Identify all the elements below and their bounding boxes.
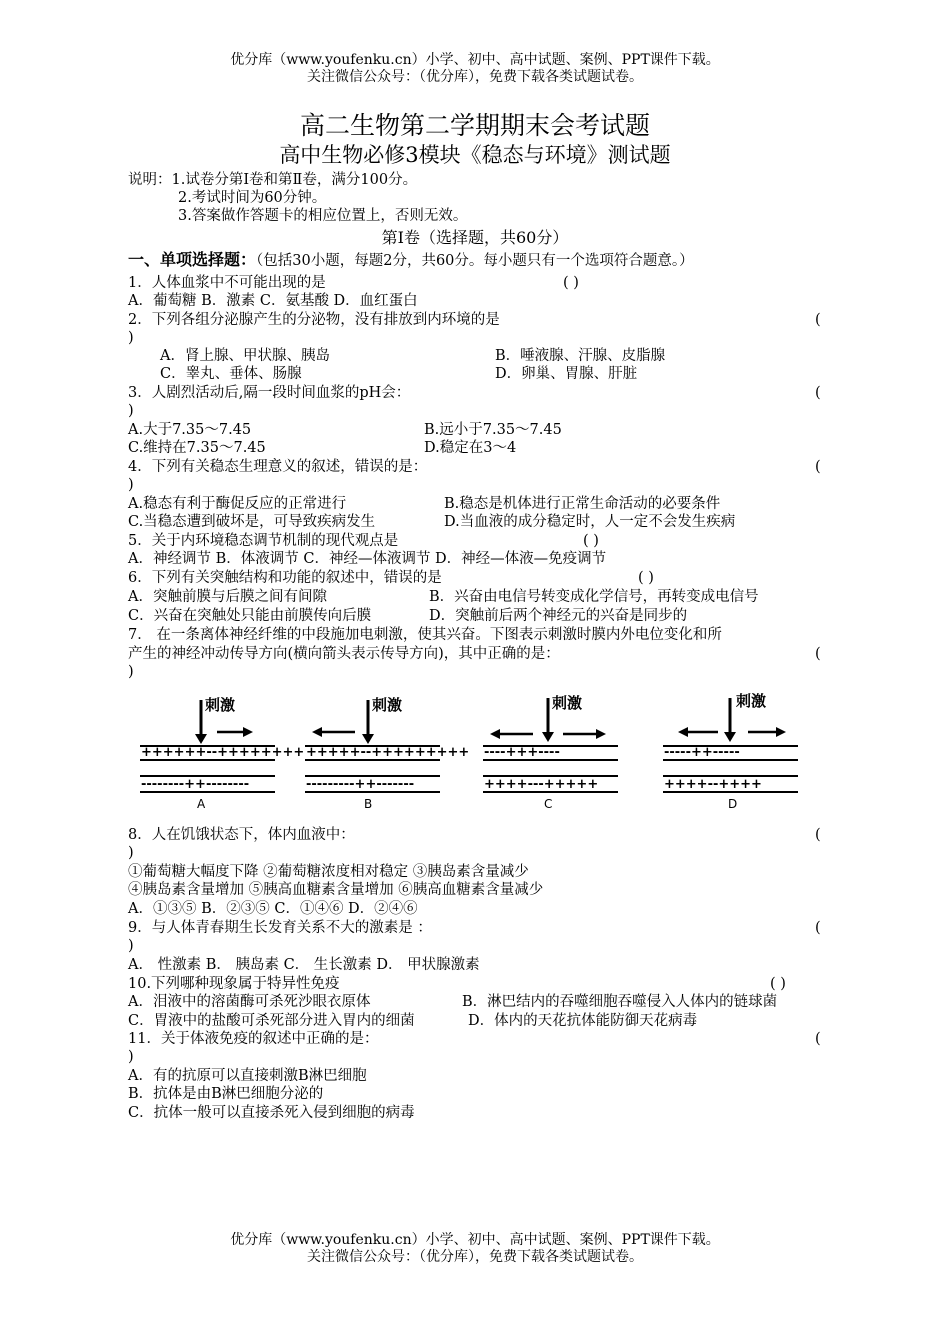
q2-paren-close: ) [128, 330, 134, 346]
figure-panel-b [300, 692, 470, 812]
q10-option-b: B．淋巴结内的吞噬细胞吞噬侵入人体内的链球菌 [462, 994, 778, 1010]
outer-charge-text: ++++++--++++++++ [141, 745, 305, 760]
q11-paren-open: ( [815, 1031, 821, 1047]
q10-option-c: C．胃液中的盐酸可杀死部分进入胃内的细菌 [128, 1013, 415, 1029]
panel-label: D [728, 797, 738, 811]
q10-stem: 10.下列哪种现象属于特异性免疫 [128, 976, 340, 992]
section-desc: （包括30小题，每题2分，共60分。每小题只有一个选项符合题意。） [256, 253, 694, 269]
q6-option-a: A．突触前膜与后膜之间有间隙 [128, 589, 327, 605]
outer-charge-text: ----+++---- [484, 745, 560, 760]
exam-title: 高二生物第二学期期末会考试题 [299, 111, 650, 140]
site-footer-line2: 关注微信公众号：（优分库），免费下载各类试题试卷。 [307, 1249, 643, 1265]
q8-options: A．①③⑤ B．②③⑤ C．①④⑥ D．②④⑥ [128, 901, 418, 917]
part1-title: 第Ⅰ卷（选择题，共60分） [381, 228, 569, 247]
q4-stem: 4．下列有关稳态生理意义的叙述，错误的是： [128, 459, 428, 475]
q11-option-a: A．有的抗原可以直接刺激B淋巴细胞 [128, 1068, 367, 1084]
q1-stem: 1．人体血浆中不可能出现的是 [128, 275, 326, 291]
q3-stem: 3．人剧烈活动后,隔一段时间血浆的pH会： [128, 385, 411, 401]
note-2: 2.考试时间为60分钟。 [178, 190, 327, 206]
panel-label: B [364, 797, 373, 811]
stimulus-label: 刺激 [205, 696, 236, 714]
inner-charge-text: ++++---+++++ [484, 777, 599, 792]
stimulus-label: 刺激 [372, 696, 403, 714]
q6-option-d: D．突触前后两个神经元的兴奋是同步的 [429, 608, 688, 624]
q8-paren-open: ( [815, 827, 821, 843]
q5-stem: 5．关于内环境稳态调节机制的现代观点是 [128, 533, 399, 549]
q2-paren-open: ( [815, 312, 821, 328]
note-1: 说明：1.试卷分第Ⅰ卷和第Ⅱ卷，满分100分。 [128, 172, 418, 188]
note-3: 3.答案做作答题卡的相应位置上，否则无效。 [178, 208, 468, 224]
q7-paren-open: ( [815, 646, 821, 662]
q3-option-b: B.远小于7.35～7.45 [424, 422, 562, 438]
inner-charge-text: ---------++------- [306, 777, 415, 792]
inner-charge-text: --------++-------- [141, 777, 250, 792]
q2-option-a: A．肾上腺、甲状腺、胰岛 [160, 348, 330, 364]
q7-paren-close: ) [128, 664, 134, 680]
q3-option-c: C.维持在7.35～7.45 [128, 440, 266, 456]
section-heading [128, 250, 694, 270]
q8-statements-1: ①葡萄糖大幅度下降 ②葡萄糖浓度相对稳定 ③胰岛素含量减少 [128, 864, 529, 880]
q9-paren-close: ) [128, 938, 134, 954]
q6-option-b: B．兴奋由电信号转变成化学信号，再转变成电信号 [429, 589, 759, 605]
q3-paren-open: ( [815, 385, 821, 401]
q11-paren-close: ) [128, 1049, 134, 1065]
site-header-line1: 优分库（www.youfenku.cn）小学、初中、高中试题、案例、PPT课件下载。 [230, 52, 720, 68]
q4-option-a: A.稳态有利于酶促反应的正常进行 [128, 496, 347, 512]
panel-label: A [197, 797, 206, 811]
q10-answer-paren: ( ) [770, 976, 786, 992]
q2-option-c: C．睾丸、垂体、肠腺 [160, 366, 302, 382]
q5-options: A．神经调节 B．体液调节 C．神经—体液调节 D．神经—体液—免疫调节 [128, 551, 607, 567]
figure-panel-a [135, 692, 305, 812]
exam-subtitle: 高中生物必修3模块《稳态与环境》测试题 [279, 143, 671, 167]
q8-stem: 8．人在饥饿状态下，体内血液中： [128, 827, 355, 843]
q3-option-d: D.稳定在3～4 [424, 440, 517, 456]
q1-answer-paren: ( ) [563, 275, 579, 291]
q3-option-a: A.大于7.35～7.45 [128, 422, 252, 438]
q5-answer-paren: ( ) [583, 533, 599, 549]
q7-stem-line2: 产生的神经冲动传导方向(横向箭头表示传导方向)，其中正确的是： [128, 646, 560, 662]
q2-option-b: B．唾液腺、汗腺、皮脂腺 [495, 348, 666, 364]
figure-panel-c [478, 692, 628, 812]
q4-option-c: C.当稳态遭到破坏是，可导致疾病发生 [128, 514, 376, 530]
q2-stem: 2．下列各组分泌腺产生的分泌物，没有排放到内环境的是 [128, 312, 500, 328]
q8-paren-close: ) [128, 845, 134, 861]
outer-charge-text: +++++--+++++++++ [306, 745, 470, 760]
q11-option-b: B．抗体是由B淋巴细胞分泌的 [128, 1086, 324, 1102]
outer-charge-text: -----++----- [664, 745, 740, 760]
site-header-line2: 关注微信公众号：（优分库），免费下载各类试题试卷。 [307, 69, 643, 85]
q4-option-d: D.当血液的成分稳定时，人一定不会发生疾病 [444, 514, 736, 530]
figure-panel-d [658, 692, 808, 812]
q6-stem: 6．下列有关突触结构和功能的叙述中，错误的是 [128, 570, 442, 586]
panel-label: C [544, 797, 553, 811]
q3-paren-close: ) [128, 403, 134, 419]
q11-stem: 11．关于体液免疫的叙述中正确的是： [128, 1031, 379, 1047]
section-label: 一、单项选择题： [128, 250, 257, 269]
q10-option-a: A．泪液中的溶菌酶可杀死沙眼衣原体 [128, 994, 371, 1010]
q4-option-b: B.稳态是机体进行正常生命活动的必要条件 [444, 496, 721, 512]
stimulus-label: 刺激 [736, 692, 767, 710]
q9-paren-open: ( [815, 920, 821, 936]
q10-option-d: D．体内的天花抗体能防御天花病毒 [468, 1013, 698, 1029]
q4-paren-open: ( [815, 459, 821, 475]
q11-option-c: C．抗体一般可以直接杀死入侵到细胞的病毒 [128, 1105, 415, 1121]
q7-stem-line1: 7． 在一条离体神经纤维的中段施加电刺激，使其兴奋。下图表示刺激时膜内外电位变化和所 [128, 627, 722, 643]
inner-charge-text: ++++--++++ [664, 777, 762, 792]
q6-option-c: C．兴奋在突触处只能由前膜传向后膜 [128, 608, 372, 624]
q4-paren-close: ) [128, 477, 134, 493]
site-footer-line1: 优分库（www.youfenku.cn）小学、初中、高中试题、案例、PPT课件下载。 [230, 1232, 720, 1248]
q1-options: A．葡萄糖 B．激素 C．氨基酸 D．血红蛋白 [128, 293, 418, 309]
q6-answer-paren: ( ) [638, 570, 654, 586]
q9-options: A． 性激素 B． 胰岛素 C． 生长激素 D． 甲状腺激素 [128, 957, 480, 973]
q8-statements-2: ④胰岛素含量增加 ⑤胰高血糖素含量增加 ⑥胰高血糖素含量减少 [128, 882, 544, 898]
stimulus-label: 刺激 [552, 694, 583, 712]
q9-stem: 9．与人体青春期生长发育关系不大的激素是 ： [128, 920, 432, 936]
q2-option-d: D．卵巢、胃腺、肝脏 [495, 366, 638, 382]
